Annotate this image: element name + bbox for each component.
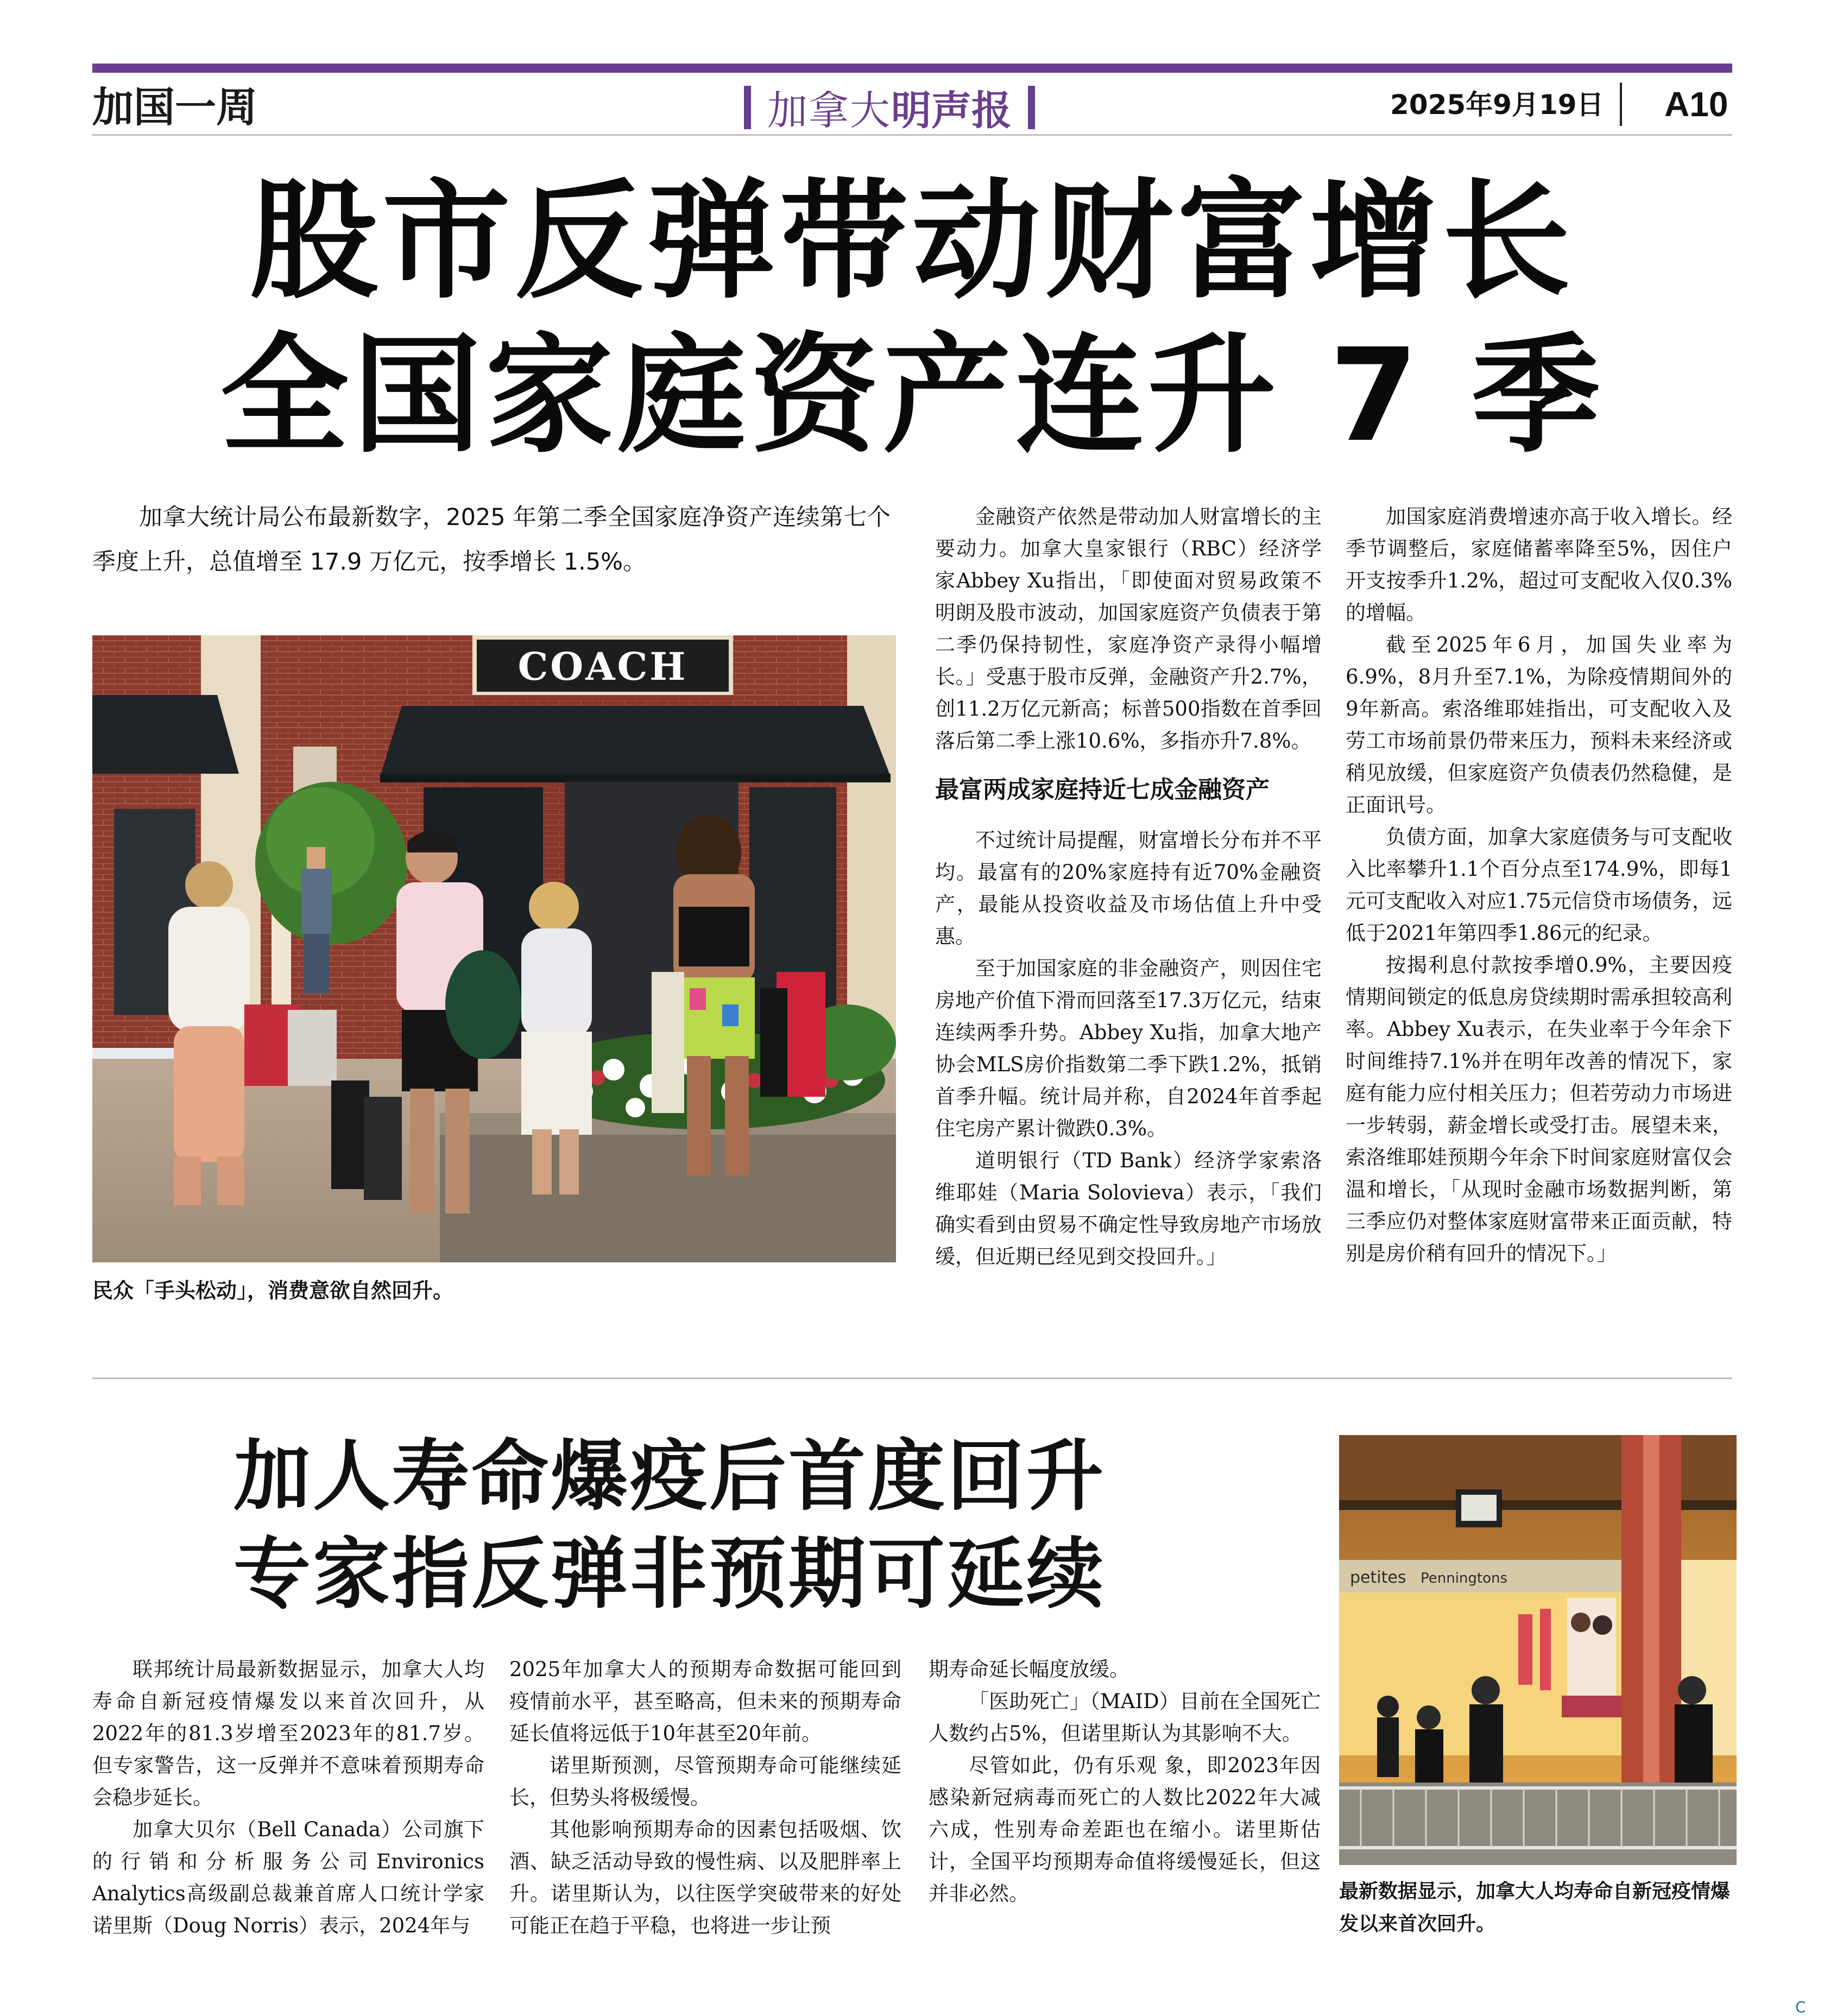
nameplate-part1: 加拿大 <box>767 87 891 134</box>
publication-nameplate <box>744 81 1035 134</box>
story2-headline-line2: 专家指反弹非预期可延续 <box>233 1530 1106 1619</box>
nameplate-right-bar <box>1028 86 1035 129</box>
masthead-divider <box>1620 83 1622 126</box>
story2-col1-paragraph: 联邦统计局最新数据显示，加拿大人均寿命自新冠疫情爆发以来首次回升，从2022年的81.3岁增至2023年的81.7岁。但专家警告，这一反弹并不意味着预期寿命会稳步延长。 <box>92 1658 484 1809</box>
story2-column-3 <box>929 1653 1321 1910</box>
nameplate-left-bar <box>744 86 751 129</box>
masthead-accent-bar <box>92 64 1732 73</box>
story1-photo <box>92 635 896 1262</box>
story2-col2-paragraph: 诺里斯预测，尽管预期寿命可能继续延长，但势头将极缓慢。 <box>509 1754 901 1809</box>
page-number: A10 <box>1664 85 1728 124</box>
story2-col3-paragraph: 尽管如此，仍有乐观 象，即2023年因感染新冠病毒而死亡的人数比2022年大减六成，性别寿命差距也在缩小。诺里斯估计，全国平均预期寿命值将缓慢延长，但这并非必然。 <box>929 1754 1321 1905</box>
story1-headline-line1: 股市反弹带动财富增长 <box>249 167 1575 316</box>
nameplate-part2: 明声报 <box>891 87 1012 134</box>
story2-column-2 <box>509 1653 901 1942</box>
story1-col3-paragraph: 负债方面，加拿大家庭债务与可支配收入比率攀升1.1个百分点至174.9%，即每1元可支配收入对应1.75元信贷市场债务，远低于2021年第四季1.86元的纪录。 <box>1346 825 1732 945</box>
section-name: 加国一周 <box>92 83 257 131</box>
corner-mark: C <box>1795 1998 1806 2016</box>
story1-col2-paragraph: 金融资产依然是带动加人财富增长的主要动力。加拿大皇家银行（RBC）经济学家Abbey Xu指出，「即使面对贸易政策不明朗及股市波动，加国家庭资产负债表于第二季仍保持韧性，家庭净资产录得小幅增长。」受惠于股市反弹，金融资产升2.7%，创11.2万亿元新高；标普500指数在首季回落后第二季上涨10.6%，多指亦升7.8%。 <box>935 505 1322 753</box>
story-divider <box>92 1377 1732 1379</box>
masthead-rule <box>92 134 1732 136</box>
story2-headline-line1: 加人寿命爆疫后首度回升 <box>233 1432 1106 1521</box>
story1-col3-paragraph: 按揭利息付款按季增0.9%，主要因疫情期间锁定的低息房贷续期时需承担较高利率。Abbey Xu表示，在失业率于今年余下时间维持7.1%并在明年改善的情况下，家庭有能力应付相关压力；但若劳动力市场进一步转弱，薪金增长或受打击。展望未来，索洛维耶娃预期今年余下时间家庭财富仅会温和增长，「从现时金融市场数据判断，第三季应仍对整体家庭财富带来正面贡献，特别是房价稍有回升的情况下。」 <box>1346 953 1732 1265</box>
story1-col3-paragraph: 截至2025年6月，加国失业率为6.9%，8月升至7.1%，为除疫情期间外的9年新高。索洛维耶娃指出，可支配收入及劳工市场前景仍带来压力，预料未来经济或稍见放缓，但家庭资产负债表仍然稳健，是正面讯号。 <box>1346 633 1732 817</box>
story2-photo <box>1339 1435 1737 1865</box>
story2-photo-caption: 最新数据显示，加拿大人均寿命自新冠疫情爆发以来首次回升。 <box>1339 1880 1731 1935</box>
story2-col3-paragraph: 期寿命延长幅度放缓。 <box>929 1658 1129 1681</box>
shoppers-illustration <box>92 635 896 1262</box>
story1-col2-paragraph: 至于加国家庭的非金融资产，则因住宅房地产价值下滑而回落至17.3万亿元，结束连续两季升势。Abbey Xu指，加拿大地产协会MLS房价指数第二季下跌1.2%，抵销首季升幅。统计局并称，自2024年首季起住宅房产累计微跌0.3%。 <box>935 957 1322 1140</box>
store-sign-text: COACH <box>517 644 688 689</box>
story1-col3-paragraph: 加国家庭消费增速亦高于收入增长。经季节调整后，家庭储蓄率降至5%，因住户开支按季升1.2%，超过可支配收入仅0.3%的增幅。 <box>1346 505 1732 624</box>
mall-interior-illustration <box>1339 1435 1737 1865</box>
story1-col2-paragraph: 不过统计局提醒，财富增长分布并不平均。最富有的20%家庭持有近70%金融资产，最能从投资收益及市场估值上升中受惠。 <box>935 829 1322 948</box>
story1-column-2 <box>935 501 1322 1273</box>
story2-column-1 <box>92 1653 484 1942</box>
issue-date: 2025年9月19日 <box>1390 89 1604 121</box>
story1-col2-paragraph: 道明银行（TD Bank）经济学家索洛维耶娃（Maria Solovieva）表示，「我们确实看到由贸易不确定性导致房地产市场放缓，但近期已经见到交投回升。」 <box>935 1149 1322 1268</box>
story2-col3-paragraph: 「医助死亡」（MAID）目前在全国死亡人数约占5%，但诺里斯认为其影响不大。 <box>929 1690 1321 1745</box>
mall-sign-penningtons: Penningtons <box>1421 1570 1508 1587</box>
story2-col2-paragraph: 2025年加拿大人的预期寿命数据可能回到疫情前水平，甚至略高，但未来的预期寿命延长值将远低于10年甚至20年前。 <box>509 1658 901 1745</box>
story1-headline-line2: 全国家庭资产连升 7 季 <box>220 321 1605 470</box>
story1-lead: 加拿大统计局公布最新数字，2025 年第二季全国家庭净资产连续第七个季度上升，总值增至 17.9 万亿元，按季增长 1.5%。 <box>92 504 891 576</box>
story2-col2-paragraph: 其他影响预期寿命的因素包括吸烟、饮酒、缺乏活动导致的慢性病、以及肥胖率上升。诺里斯认为，以往医学突破带来的好处可能正在趋于平稳，也将进一步让预 <box>509 1818 901 1937</box>
mall-sign-petites: petites <box>1350 1568 1406 1587</box>
story1-photo-caption: 民众「手头松动」，消费意欲自然回升。 <box>92 1279 454 1303</box>
story1-column-3 <box>1346 501 1732 1269</box>
story2-col1-paragraph: 加拿大贝尔（Bell Canada）公司旗下的行销和分析服务公司Environics Analytics高级副总裁兼首席人口统计学家诺里斯（Doug Norris）表示，2024年与 <box>92 1818 484 1937</box>
story1-subhead: 最富两成家庭持近七成金融资产 <box>935 776 1270 804</box>
